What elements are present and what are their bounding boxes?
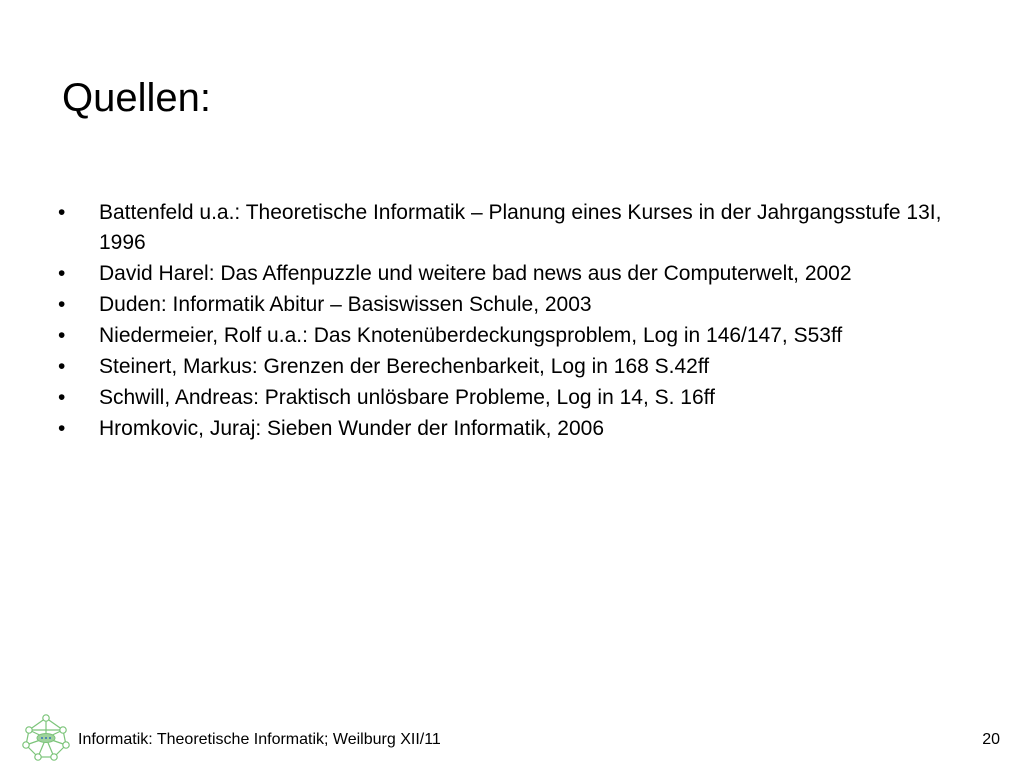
bullet-icon: •	[58, 262, 66, 285]
bullet-icon: •	[58, 324, 66, 347]
source-text: Hromkovic, Juraj: Sieben Wunder der Informatik, 2006	[99, 417, 605, 440]
source-text: Schwill, Andreas: Praktisch unlösbare Probleme, Log in 14, S. 16ff	[99, 386, 715, 409]
footer-text: Informatik: Theoretische Informatik; Weilburg XII/11	[78, 731, 441, 748]
bullet-icon: •	[58, 386, 66, 409]
source-item	[56, 198, 976, 258]
bullet-icon: •	[58, 201, 66, 224]
source-text: Niedermeier, Rolf u.a.: Das Knotenüberdeckungsproblem, Log in 146/147, S53ff	[99, 324, 843, 347]
source-text: Battenfeld u.a.: Theoretische Informatik – Planung eines Kurses in der Jahrgangsstufe 13I, 1996	[99, 201, 942, 254]
source-item	[56, 290, 976, 320]
source-list	[56, 198, 976, 445]
source-item	[56, 352, 976, 382]
bullet-icon: •	[58, 417, 66, 440]
source-item	[56, 321, 976, 351]
source-item	[56, 383, 976, 413]
bullet-icon: •	[58, 293, 66, 316]
graph-network-logo-icon	[20, 712, 72, 764]
source-text: David Harel: Das Affenpuzzle und weitere bad news aus der Computerwelt, 2002	[99, 262, 852, 285]
source-item	[56, 259, 976, 289]
source-text: Duden: Informatik Abitur – Basiswissen Schule, 2003	[99, 293, 592, 316]
page-number: 20	[982, 731, 1000, 748]
source-text: Steinert, Markus: Grenzen der Berechenbarkeit, Log in 168 S.42ff	[99, 355, 710, 378]
bullet-icon: •	[58, 355, 66, 378]
source-item	[56, 414, 976, 444]
slide-title: Quellen:	[62, 76, 211, 120]
